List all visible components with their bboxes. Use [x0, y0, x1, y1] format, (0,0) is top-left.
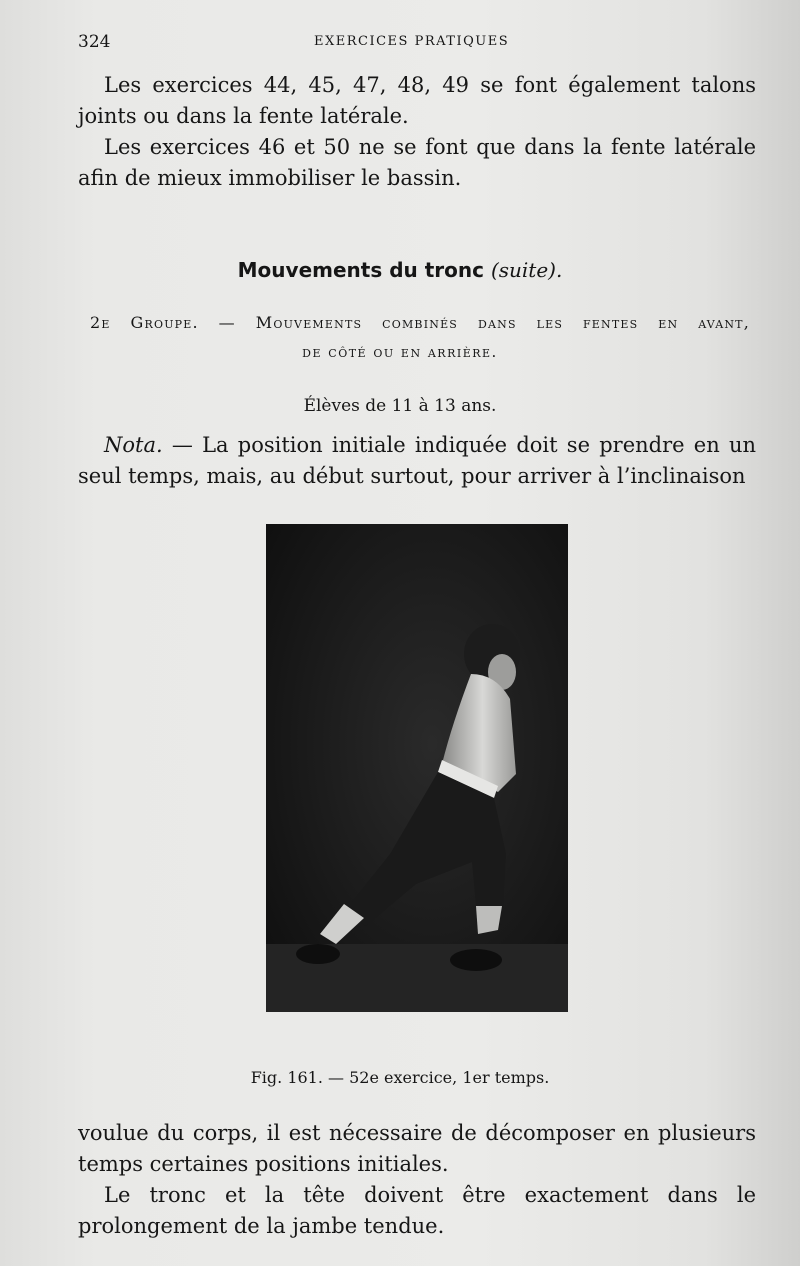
page-header: [78, 30, 758, 54]
photo-background: [266, 524, 568, 1012]
continuation-paragraph: voulue du corps, il est nécessaire de décomposer en plusieurs temps certaines positions initiales.: [78, 1121, 756, 1176]
paragraph-exercises-44-49: Les exercices 44, 45, 47, 48, 49 se font également talons joints ou dans la fente latérale.: [78, 73, 756, 128]
section-title-main: Mouvements du tronc: [237, 258, 484, 282]
group-heading-line-1: 2e Groupe. — Mouvements combinés dans les fentes en avant,: [90, 313, 750, 332]
front-shoe: [450, 949, 502, 971]
age-line: Élèves de 11 à 13 ans.: [303, 396, 497, 416]
figure-caption: Fig. 161. — 52e exercice, 1er temps.: [250, 1068, 550, 1087]
paragraph-trunk-head: Le tronc et la tête doivent être exactement dans le prolongement de la jambe tendue.: [78, 1183, 756, 1238]
nota-text: — La position initiale indiquée doit se prendre en un seul temps, mais, au début surtout, pour arriver à l’inclinaison: [78, 433, 756, 488]
group-heading-line-2: de côté ou en arrière.: [302, 343, 498, 361]
exercise-figure-illustration: [266, 524, 568, 1012]
nota-paragraph: [78, 430, 756, 492]
figure-photograph: [266, 524, 568, 1012]
nota-label: Nota.: [104, 433, 163, 457]
section-title-suffix: (suite).: [490, 258, 563, 282]
page-number: 324: [78, 32, 111, 52]
running-head: EXERCICES PRATIQUES: [314, 34, 510, 49]
back-shoe: [296, 944, 340, 964]
section-title: [0, 258, 800, 282]
paragraph-exercises-46-50: Les exercices 46 et 50 ne se font que dans la fente latérale afin de mieux immobiliser le bassin.: [78, 135, 756, 190]
